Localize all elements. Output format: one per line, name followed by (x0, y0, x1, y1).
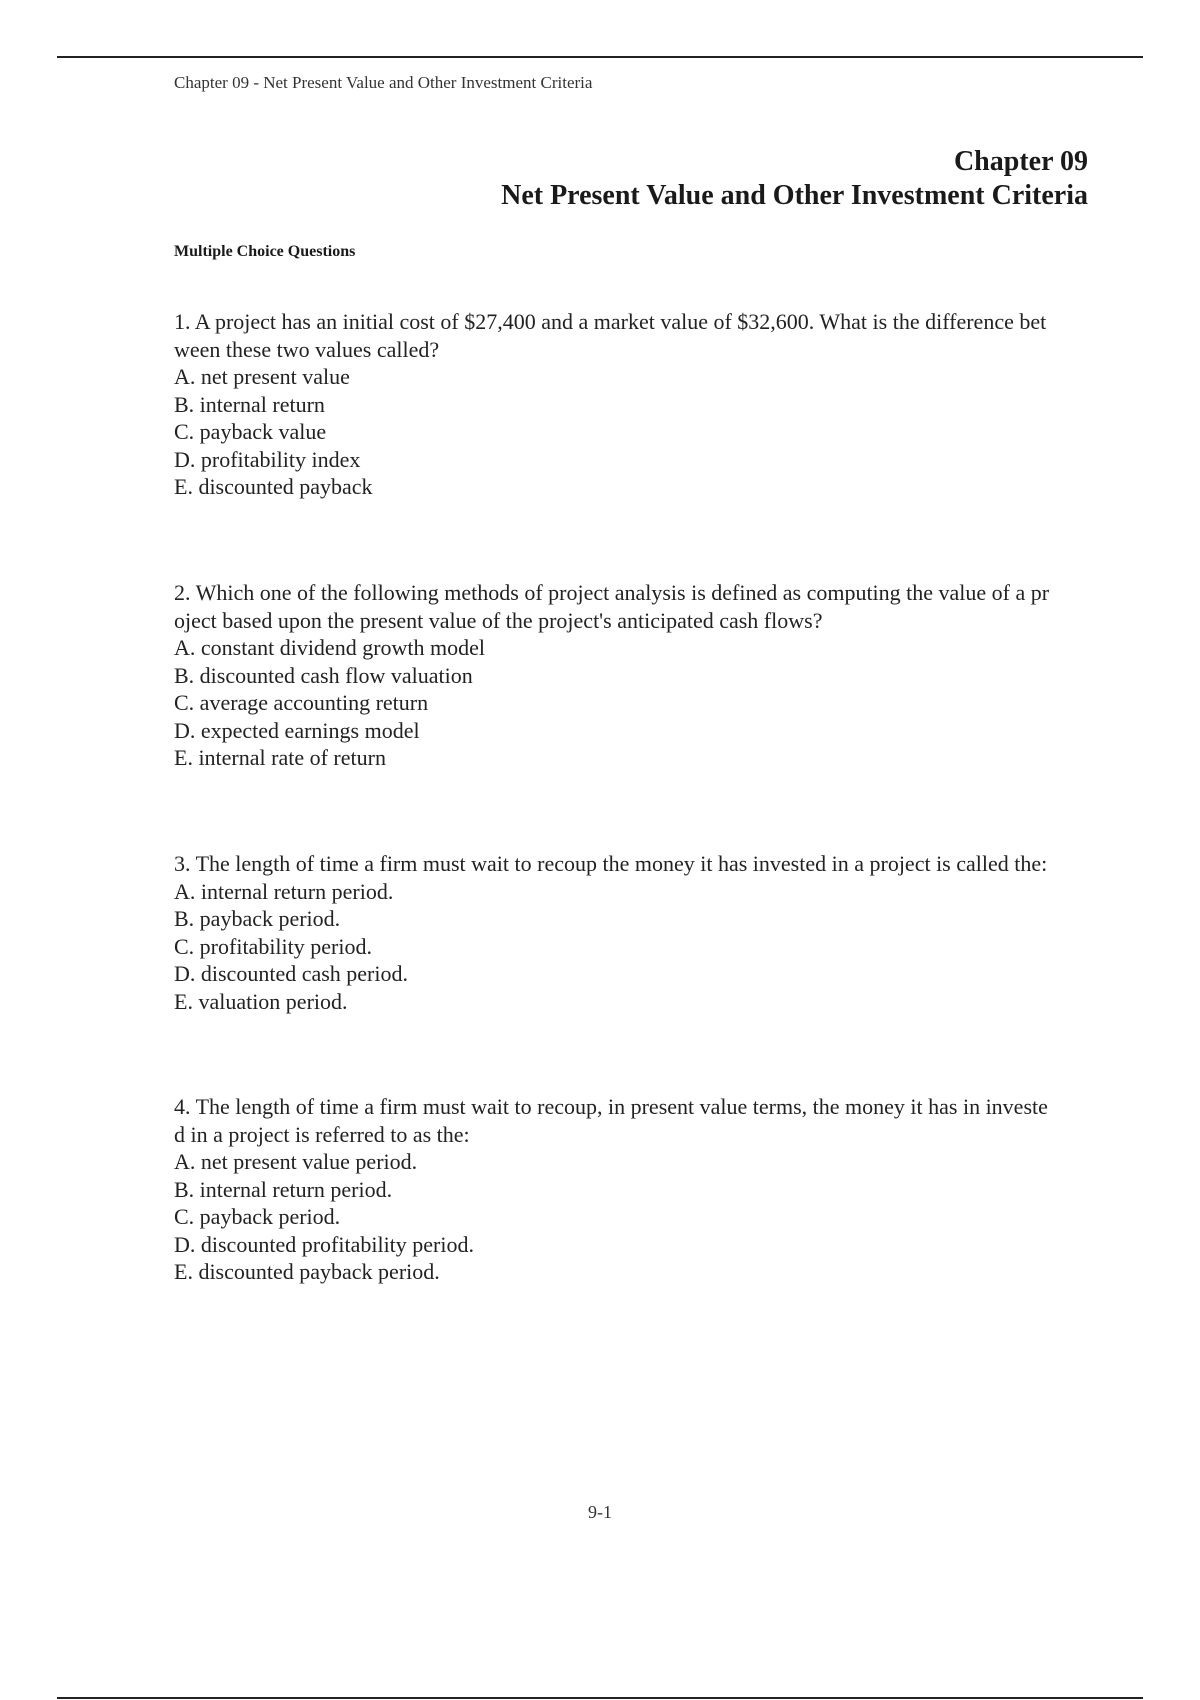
running-header: Chapter 09 - Net Present Value and Other Investment Criteria (174, 73, 593, 92)
answer-option: D. expected earnings model (174, 717, 420, 743)
answer-option: B. discounted cash flow valuation (174, 662, 473, 688)
answer-option: E. internal rate of return (174, 745, 386, 770)
footer-rule (57, 1697, 1143, 1699)
section-label: Multiple Choice Questions (174, 243, 356, 260)
answer-option: E. valuation period. (174, 988, 348, 1014)
answer-option: A. net present value period. (174, 1149, 418, 1174)
chapter-title (501, 145, 1088, 213)
question-stem: 3. The length of time a firm must wait to recoup the money it has invested in a project is called the: (174, 851, 1048, 876)
header-rule (57, 56, 1143, 58)
answer-option: B. internal return (174, 391, 325, 417)
question-stem: 1. A project has an initial cost of $27,400 and a market value of $32,600. What is the difference bet (174, 309, 1047, 334)
answer-option: D. discounted profitability period. (174, 1231, 474, 1257)
answer-option: E. discounted payback period. (174, 1259, 440, 1284)
question-1 (174, 308, 1094, 501)
chapter-number: Chapter 09 (953, 146, 1088, 177)
question-stem-continued: d in a project is referred to as the: (174, 1121, 470, 1147)
answer-option: C. payback value (174, 419, 327, 444)
answer-option: B. internal return period. (174, 1176, 393, 1202)
question-stem: 2. Which one of the following methods of project analysis is defined as computing the value of a pr (174, 580, 1050, 605)
answer-option: A. constant dividend growth model (174, 635, 486, 660)
question-stem-continued: ween these two values called? (174, 336, 440, 362)
answer-option: B. payback period. (174, 906, 341, 931)
answer-option: A. net present value (174, 364, 350, 389)
question-stem: 4. The length of time a firm must wait to recoup, in present value terms, the money it has in investe (174, 1094, 1048, 1119)
question-3 (174, 850, 1094, 1015)
answer-option: C. payback period. (174, 1204, 341, 1229)
answer-option: D. discounted cash period. (174, 961, 408, 986)
answer-option: D. profitability index (174, 446, 361, 472)
question-4 (174, 1093, 1094, 1286)
answer-option: E. discounted payback (174, 474, 373, 499)
answer-option: C. profitability period. (174, 933, 372, 959)
answer-option: A. internal return period. (174, 878, 394, 904)
chapter-name: Net Present Value and Other Investment Criteria (501, 180, 1088, 211)
question-stem-continued: oject based upon the present value of the project's anticipated cash flows? (174, 607, 823, 633)
answer-option: C. average accounting return (174, 690, 429, 715)
question-2 (174, 579, 1094, 772)
page-number: 9-1 (588, 1502, 612, 1522)
